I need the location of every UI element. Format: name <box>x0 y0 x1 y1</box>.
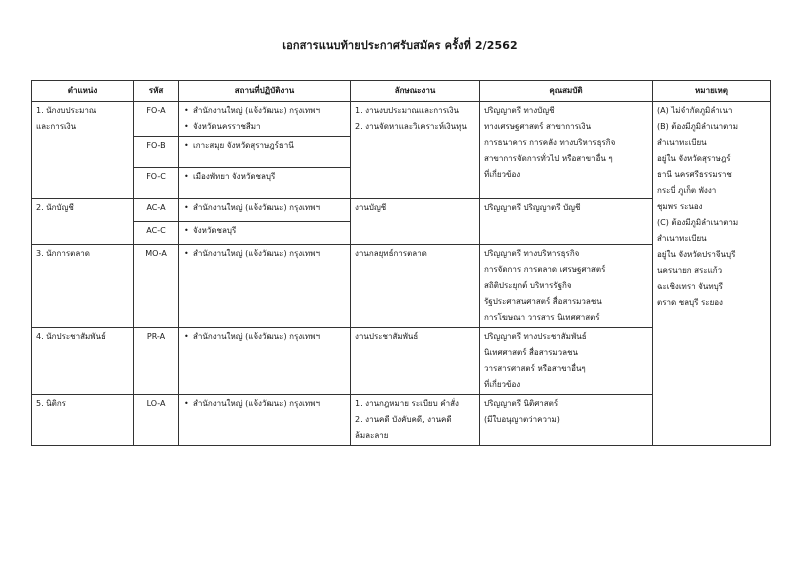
qualification-cell: ปริญญาตรี ปริญญาตรี บัญชี <box>480 199 653 245</box>
location-cell: • สำนักงานใหญ่ (แจ้งวัฒนะ) กรุงเทพฯ • จังหวัดนครราชสีมา <box>179 102 351 137</box>
work-cell: งานบัญชี <box>351 199 480 245</box>
qualification-cell: ปริญญาตรี ทางบัญชี ทางเศรษฐศาสตร์ สาขาการเงิน การธนาคาร การคลัง ทางบริหารธุรกิจ สาขาการจัดการทั่วไป หรือสาขาอื่น ๆ ที่เกี่ยวข้อง <box>480 102 653 199</box>
header-position: ตำแหน่ง <box>32 81 134 102</box>
location-cell: • เกาะสมุย จังหวัดสุราษฎร์ธานี <box>179 137 351 168</box>
position-cell: 2. นักบัญชี <box>32 199 134 245</box>
code-cell: AC-C <box>134 222 179 245</box>
work-cell: 1. งานงบประมาณและการเงิน 2. งานจัดหาและวิเคราะห์เงินทุน <box>351 102 480 199</box>
location-cell: • สำนักงานใหญ่ (แจ้งวัฒนะ) กรุงเทพฯ <box>179 328 351 395</box>
position-cell: 5. นิติกร <box>32 395 134 446</box>
header-location: สถานที่ปฏิบัติงาน <box>179 81 351 102</box>
recruitment-table <box>31 80 771 446</box>
code-cell: FO-C <box>134 168 179 199</box>
code-cell: LO-A <box>134 395 179 446</box>
remark-cell: (A) ไม่จำกัดภูมิลำเนา (B) ต้องมีภูมิลำเนาตาม สำเนาทะเบียน อยู่ใน จังหวัดสุราษฎร์ ธานี นครศรีธรรมราช กระบี่ ภูเก็ต พังงา ชุมพร ระนอง (C) ต้องมีภูมิลำเนาตาม สำเนาทะเบียน อยู่ใน จังหวัดปราจีนบุรี นครนายก สระแก้ว ฉะเชิงเทรา จันทบุรี ตราด ชลบุรี ระยอง <box>653 102 771 446</box>
location-cell: • สำนักงานใหญ่ (แจ้งวัฒนะ) กรุงเทพฯ <box>179 245 351 328</box>
location-cell: • จังหวัดชลบุรี <box>179 222 351 245</box>
location-cell: • สำนักงานใหญ่ (แจ้งวัฒนะ) กรุงเทพฯ <box>179 395 351 446</box>
qualification-cell: ปริญญาตรี ทางบริหารธุรกิจ การจัดการ การตลาด เศรษฐศาสตร์ สถิติประยุกต์ บริหารรัฐกิจ รัฐประศาสนศาสตร์ สื่อสารมวลชน การโฆษณา วารสาร นิเทศศาสตร์ <box>480 245 653 328</box>
location-cell: • เมืองพัทยา จังหวัดชลบุรี <box>179 168 351 199</box>
work-cell: งานกลยุทธ์การตลาด <box>351 245 480 328</box>
header-qualification: คุณสมบัติ <box>480 81 653 102</box>
code-cell: MO-A <box>134 245 179 328</box>
code-cell: PR-A <box>134 328 179 395</box>
position-cell: 1. นักงบประมาณ และการเงิน <box>32 102 134 199</box>
header-remark: หมายเหตุ <box>653 81 771 102</box>
code-cell: FO-B <box>134 137 179 168</box>
position-cell: 4. นักประชาสัมพันธ์ <box>32 328 134 395</box>
document-title: เอกสารแนบท้ายประกาศรับสมัคร ครั้งที่ 2/2562 <box>282 39 518 52</box>
location-cell: • สำนักงานใหญ่ (แจ้งวัฒนะ) กรุงเทพฯ <box>179 199 351 222</box>
table-header-row <box>32 81 771 102</box>
code-cell: FO-A <box>134 102 179 137</box>
header-code: รหัส <box>134 81 179 102</box>
work-cell: 1. งานกฎหมาย ระเบียบ คำสั่ง 2. งานคดี บังคับคดี, งานคดี ล้มละลาย <box>351 395 480 446</box>
table-row <box>32 102 771 137</box>
header-work: ลักษณะงาน <box>351 81 480 102</box>
position-cell: 3. นักการตลาด <box>32 245 134 328</box>
qualification-cell: ปริญญาตรี ทางประชาสัมพันธ์ นิเทศศาสตร์ สื่อสารมวลชน วารสารศาสตร์ หรือสาขาอื่นๆ ที่เกี่ยวข้อง <box>480 328 653 395</box>
work-cell: งานประชาสัมพันธ์ <box>351 328 480 395</box>
qualification-cell: ปริญญาตรี นิติศาสตร์ (มีใบอนุญาตว่าความ) <box>480 395 653 446</box>
code-cell: AC-A <box>134 199 179 222</box>
